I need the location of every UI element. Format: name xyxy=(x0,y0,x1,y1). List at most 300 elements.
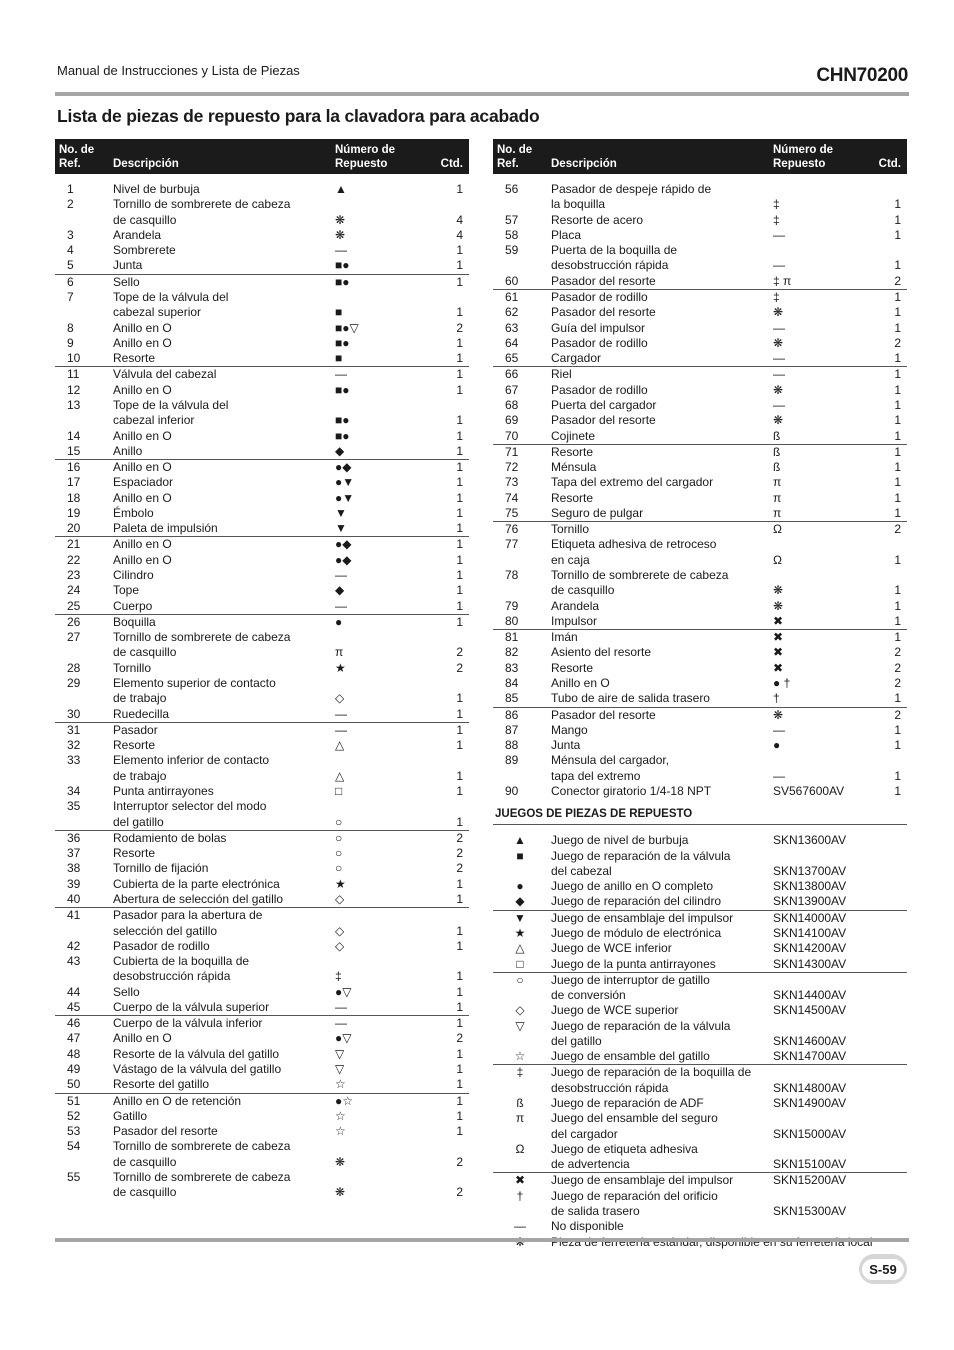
table-row xyxy=(55,1139,469,1154)
part-description: Cilindro xyxy=(113,568,154,583)
bottom-rule xyxy=(55,1238,909,1242)
kit-description: Juego de ensamblaje del impulsor xyxy=(547,910,769,926)
kit-row xyxy=(493,894,907,910)
table-row xyxy=(55,954,469,969)
part-qty: 1 xyxy=(894,258,901,273)
part-description: Anillo xyxy=(113,443,143,458)
kit-description: Juego de WCE superior xyxy=(551,1003,679,1018)
part-number: ●☆ xyxy=(331,1093,419,1109)
kit-description: Juego de reparación del orificio xyxy=(551,1188,718,1203)
parts-table-right-column xyxy=(493,139,907,1250)
part-description: Émbolo xyxy=(113,505,154,520)
part-qty xyxy=(419,908,469,924)
ref-number: 77 xyxy=(505,537,519,552)
part-qty: 1 xyxy=(456,1046,463,1061)
ref-number: 30 xyxy=(67,706,81,721)
part-qty: 1 xyxy=(857,444,907,460)
part-description: Sello xyxy=(109,274,331,290)
part-number xyxy=(769,753,857,768)
ref-number: 73 xyxy=(505,475,519,490)
part-description: Arandela xyxy=(551,598,600,613)
kit-symbol xyxy=(493,1081,547,1096)
ref-number: 66 xyxy=(493,367,547,383)
table-row xyxy=(493,213,907,228)
part-description: Anillo en O xyxy=(113,428,172,443)
part-number: ❋ xyxy=(773,413,784,428)
table-row xyxy=(55,1124,469,1139)
kit-row xyxy=(493,1189,907,1204)
table-row xyxy=(55,444,469,460)
ref-number: 55 xyxy=(67,1170,81,1184)
kit-part-number xyxy=(769,849,907,864)
ref-number xyxy=(55,815,109,831)
table-row xyxy=(55,460,469,476)
part-qty: 1 xyxy=(894,305,901,320)
part-qty: 1 xyxy=(894,397,901,412)
kit-row xyxy=(493,910,907,926)
table-row xyxy=(493,553,907,568)
kit-part-number: SKN14300AV xyxy=(773,956,847,971)
table-row xyxy=(55,274,469,290)
part-description: de trabajo xyxy=(113,768,167,783)
part-number: ‡ xyxy=(335,969,342,984)
part-number: ○ xyxy=(331,830,419,846)
part-number: ■●▽ xyxy=(335,320,359,335)
part-description: Pasador para la abertura de xyxy=(109,908,331,924)
table-row xyxy=(493,413,907,428)
header-qty: Ctd. xyxy=(419,139,469,174)
kit-part-number: SKN14200AV xyxy=(773,941,847,956)
part-description: Boquilla xyxy=(109,614,331,630)
part-description: Resorte xyxy=(547,444,769,460)
table-row xyxy=(55,1155,469,1170)
part-description: Resorte del gatillo xyxy=(113,1077,210,1092)
table-row xyxy=(55,738,469,753)
part-description: tapa del extremo xyxy=(551,768,641,783)
kit-symbol xyxy=(493,1127,547,1142)
page-number-badge xyxy=(859,1254,907,1284)
ref-number: 83 xyxy=(505,660,519,675)
part-number: ‡ xyxy=(773,212,780,227)
kit-part-number: SKN15100AV xyxy=(773,1157,847,1172)
part-number: π xyxy=(773,490,782,505)
kit-symbol: ‡ xyxy=(493,1065,547,1081)
table-row xyxy=(493,491,907,506)
part-description: Tornillo de sombrerete de cabeza xyxy=(551,568,729,583)
part-number: ★ xyxy=(335,660,346,675)
ref-number: 81 xyxy=(493,630,547,646)
part-number: ☆ xyxy=(335,1077,346,1092)
part-number: Ω xyxy=(769,522,857,538)
part-qty: 2 xyxy=(419,830,469,846)
part-qty: 1 xyxy=(894,613,901,628)
ref-number: 38 xyxy=(67,861,81,876)
table-row xyxy=(493,506,907,522)
part-qty: 1 xyxy=(894,583,901,598)
page-title: Lista de piezas de repuesto para la clavadora para acabado xyxy=(57,106,540,126)
table-row xyxy=(55,924,469,939)
ref-number: 80 xyxy=(505,613,519,628)
part-qty: 1 xyxy=(894,382,901,397)
table-row xyxy=(55,1170,469,1185)
part-qty: 1 xyxy=(456,969,463,984)
part-description: Pasador de despeje rápido de xyxy=(551,182,712,196)
ref-number: 79 xyxy=(505,598,519,613)
kit-symbol: △ xyxy=(515,941,525,956)
header-part-number: Número de Repuesto xyxy=(331,139,419,174)
part-number xyxy=(331,1170,419,1185)
part-number xyxy=(331,676,419,691)
part-number: ●◆ xyxy=(331,537,419,553)
part-number: ■● xyxy=(335,335,350,350)
ref-number: 71 xyxy=(493,444,547,460)
part-qty: 2 xyxy=(456,1154,463,1169)
part-description: cabezal inferior xyxy=(113,413,195,428)
kit-description: Juego de ensamble del gatillo xyxy=(551,1049,710,1064)
table-row xyxy=(55,475,469,490)
ref-number: 5 xyxy=(67,258,74,273)
ref-number xyxy=(55,413,109,428)
part-number: △ xyxy=(335,738,345,753)
table-row xyxy=(55,1077,469,1093)
ref-number: 51 xyxy=(55,1093,109,1109)
table-row xyxy=(55,351,469,367)
parts-table-right xyxy=(493,139,907,799)
part-description: Tope xyxy=(113,583,140,598)
part-number: ○ xyxy=(335,861,343,876)
table-row xyxy=(493,197,907,212)
part-qty: 1 xyxy=(456,443,463,458)
part-description: Nivel de burbuja xyxy=(113,182,200,196)
part-description: Cojinete xyxy=(551,428,596,443)
part-number xyxy=(769,568,857,583)
part-qty: 1 xyxy=(894,320,901,335)
part-qty: 2 xyxy=(456,1185,463,1200)
part-number xyxy=(331,799,419,814)
part-description: selección del gatillo xyxy=(113,923,218,938)
ref-number: 74 xyxy=(505,490,519,505)
part-qty: 2 xyxy=(857,707,907,723)
part-qty: 1 xyxy=(894,413,901,428)
part-qty: 1 xyxy=(456,1108,463,1123)
part-number xyxy=(331,1139,419,1154)
part-description: Resorte de la válvula del gatillo xyxy=(113,1046,280,1061)
kit-row xyxy=(493,972,907,988)
part-number: ◆ xyxy=(335,583,345,598)
ref-number: 21 xyxy=(55,537,109,553)
table-row xyxy=(55,939,469,954)
ref-number: 65 xyxy=(505,351,519,366)
kit-description: de conversión xyxy=(551,988,626,1003)
part-description: Tornillo de sombrerete de cabeza xyxy=(113,630,291,645)
part-description: Anillo en O xyxy=(109,537,331,553)
ref-number: 89 xyxy=(505,753,519,768)
part-qty xyxy=(419,1139,469,1154)
part-description: Tornillo de fijación xyxy=(113,861,209,876)
table-row xyxy=(55,1109,469,1124)
ref-number xyxy=(55,969,109,984)
part-qty: 1 xyxy=(456,351,463,366)
part-qty: 1 xyxy=(456,598,463,613)
part-qty: 1 xyxy=(456,691,463,706)
part-number: — xyxy=(773,397,785,412)
table-row xyxy=(493,522,907,538)
part-description: Tornillo de sombrerete de cabeza xyxy=(113,1170,291,1184)
part-qty: 1 xyxy=(456,475,463,490)
part-number: — xyxy=(773,768,785,783)
kit-symbol: † xyxy=(516,1188,524,1203)
part-number: ▲ xyxy=(335,182,347,196)
table-row xyxy=(55,630,469,645)
kit-symbol xyxy=(493,1157,547,1173)
table-row xyxy=(55,1093,469,1109)
kit-description xyxy=(547,1235,907,1250)
part-description: Tope de la válvula del xyxy=(113,289,229,304)
header-ref: No. de Ref. xyxy=(493,139,547,174)
ref-number: 26 xyxy=(55,614,109,630)
part-number: ✖ xyxy=(773,613,784,628)
ref-number: 6 xyxy=(55,274,109,290)
part-number: ‡ xyxy=(769,289,857,305)
part-qty: 1 xyxy=(456,706,463,721)
kit-part-number: SKN14100AV xyxy=(773,925,847,940)
part-number: ❋ xyxy=(773,583,784,598)
kit-description: Juego de reparación del cilindro xyxy=(551,894,722,909)
part-description: Cubierta de la boquilla de xyxy=(113,954,250,969)
part-number: — xyxy=(331,367,419,383)
part-description: Resorte xyxy=(551,660,594,675)
part-number: ❋ xyxy=(335,212,346,227)
part-qty: 1 xyxy=(894,227,901,242)
ref-number: 28 xyxy=(67,660,81,675)
header-description: Descripción xyxy=(109,139,331,174)
part-number: π xyxy=(773,505,782,520)
kit-row xyxy=(493,1157,907,1173)
part-number: SV567600AV xyxy=(773,783,845,798)
table-row xyxy=(55,799,469,814)
ref-number: 50 xyxy=(67,1077,81,1092)
part-qty: 1 xyxy=(894,768,901,783)
part-description: Interruptor selector del modo xyxy=(113,799,267,814)
part-description: en caja xyxy=(551,552,590,567)
part-qty: 1 xyxy=(456,783,463,798)
part-qty: 1 xyxy=(894,598,901,613)
kit-part-number: SKN13800AV xyxy=(773,879,847,894)
kit-symbol xyxy=(493,864,547,879)
part-number xyxy=(331,954,419,969)
part-description: Pasador xyxy=(109,722,331,738)
part-description: Anillo en O xyxy=(113,490,172,505)
table-row xyxy=(55,707,469,723)
part-description: de trabajo xyxy=(113,691,167,706)
table-row xyxy=(55,321,469,336)
part-qty: 1 xyxy=(456,568,463,583)
ref-number xyxy=(493,258,547,273)
ref-number: 39 xyxy=(67,876,81,891)
part-number: — xyxy=(773,722,785,737)
kit-row xyxy=(493,1127,907,1142)
part-number: ❋ xyxy=(335,227,346,242)
part-qty: 4 xyxy=(456,212,463,227)
ref-number: 62 xyxy=(505,305,519,320)
part-qty xyxy=(857,568,907,583)
ref-number: 70 xyxy=(505,428,519,443)
part-description: Ménsula xyxy=(551,460,597,475)
table-row xyxy=(55,1031,469,1046)
ref-number: 33 xyxy=(67,753,81,768)
table-row xyxy=(55,243,469,258)
kit-description: del cargador xyxy=(551,1126,618,1141)
ref-number: 27 xyxy=(67,630,81,645)
kit-symbol: ◆ xyxy=(515,894,525,909)
ref-number: 88 xyxy=(505,738,519,753)
kit-symbol xyxy=(493,1204,547,1219)
table-row xyxy=(55,367,469,383)
ref-number xyxy=(55,645,109,660)
part-number: — xyxy=(773,258,785,273)
table-row xyxy=(55,398,469,413)
part-description: de casquillo xyxy=(551,583,615,598)
table-row xyxy=(493,398,907,413)
kit-description: Juego de módulo de electrónica xyxy=(551,925,722,940)
part-qty: 2 xyxy=(894,676,901,690)
part-number xyxy=(769,174,857,197)
part-qty: 4 xyxy=(456,227,463,242)
kit-description: Juego de etiqueta adhesiva xyxy=(551,1141,698,1156)
part-number: ✖ xyxy=(769,630,857,646)
part-qty: 2 xyxy=(456,645,463,660)
part-number: ▼ xyxy=(335,521,347,536)
part-number: ✖ xyxy=(773,660,784,675)
table-row xyxy=(493,568,907,583)
table-row xyxy=(55,491,469,506)
kits-section-title: JUEGOS DE PIEZAS DE REPUESTO xyxy=(493,799,907,825)
kit-symbol: ß xyxy=(516,1096,524,1111)
kit-description: desobstrucción rápida xyxy=(551,1080,669,1095)
kit-description: Juego de reparación de la válvula xyxy=(551,1018,731,1033)
table-row xyxy=(493,228,907,243)
table-row xyxy=(55,336,469,351)
kit-symbol: ◇ xyxy=(515,1003,525,1018)
part-number: ‡ xyxy=(773,197,780,212)
ref-number: 60 xyxy=(505,273,519,288)
kit-row xyxy=(493,988,907,1003)
part-description: Tornillo de sombrerete de cabeza xyxy=(113,197,291,212)
part-qty: 1 xyxy=(456,814,463,829)
part-description: Anillo en O de retención xyxy=(109,1093,331,1109)
ref-number xyxy=(55,1185,109,1200)
ref-number: 13 xyxy=(67,397,81,412)
part-qty xyxy=(419,799,469,814)
part-description: Tubo de aire de salida trasero xyxy=(551,691,710,706)
part-qty: 1 xyxy=(894,212,901,227)
ref-number: 40 xyxy=(67,891,81,906)
kit-row xyxy=(493,1081,907,1096)
table-row xyxy=(55,877,469,892)
ref-number: 17 xyxy=(67,475,81,490)
part-qty: 1 xyxy=(894,552,901,567)
part-qty: 1 xyxy=(456,335,463,350)
part-description: Válvula del cabezal xyxy=(109,367,331,383)
table-row xyxy=(493,289,907,305)
table-row xyxy=(55,815,469,831)
table-row xyxy=(55,413,469,428)
kit-part-number: SKN15000AV xyxy=(773,1126,847,1141)
kit-description: Juego de reparación de ADF xyxy=(551,1096,704,1111)
table-row xyxy=(55,846,469,861)
part-number: ● xyxy=(331,614,419,630)
part-number: — xyxy=(335,706,347,721)
table-row xyxy=(55,305,469,320)
part-qty: 1 xyxy=(456,258,463,273)
ref-number: 54 xyxy=(67,1139,81,1154)
table-row xyxy=(493,599,907,614)
part-qty: 1 xyxy=(419,722,469,738)
part-number: ☆ xyxy=(335,1108,346,1123)
part-description: Junta xyxy=(551,738,581,753)
part-number: ☆ xyxy=(335,1124,346,1139)
table-row xyxy=(55,258,469,274)
part-number: ◇ xyxy=(335,923,345,938)
parts-list-right xyxy=(493,174,907,799)
kit-row xyxy=(493,849,907,864)
part-qty: 2 xyxy=(456,1031,463,1046)
part-qty: 2 xyxy=(456,320,463,335)
header-description: Descripción xyxy=(547,139,769,174)
ref-number xyxy=(55,769,109,784)
part-qty xyxy=(857,174,907,197)
ref-number: 67 xyxy=(505,382,519,397)
ref-number: 1 xyxy=(67,182,74,196)
kit-symbol: ▼ xyxy=(493,910,547,926)
table-row xyxy=(493,429,907,445)
ref-number xyxy=(55,305,109,320)
part-number: ß xyxy=(773,460,781,475)
ref-number: 41 xyxy=(55,908,109,924)
table-row xyxy=(55,784,469,799)
ref-number: 56 xyxy=(505,182,519,196)
part-description: Anillo en O xyxy=(113,320,172,335)
ref-number: 36 xyxy=(55,830,109,846)
ref-number: 16 xyxy=(55,460,109,476)
ref-number: 46 xyxy=(55,1016,109,1032)
part-number: ■● xyxy=(335,258,350,273)
table-row xyxy=(493,676,907,691)
part-number xyxy=(331,197,419,212)
table-row xyxy=(493,174,907,197)
ref-number: 20 xyxy=(67,521,81,536)
ref-number: 47 xyxy=(67,1031,81,1046)
ref-number: 7 xyxy=(67,289,74,304)
table-row xyxy=(493,753,907,768)
table-row xyxy=(55,1062,469,1077)
part-qty: 1 xyxy=(419,367,469,383)
part-qty xyxy=(419,954,469,969)
part-description: Placa xyxy=(551,227,582,242)
table-row xyxy=(493,614,907,630)
table-row xyxy=(55,1000,469,1016)
table-row xyxy=(55,1047,469,1062)
kit-symbol: ▲ xyxy=(514,833,526,848)
kit-part-number: SKN14800AV xyxy=(773,1080,847,1095)
part-number: ß xyxy=(773,428,781,443)
part-description: Puerta de la boquilla de xyxy=(551,243,678,258)
part-qty: 1 xyxy=(456,1124,463,1139)
part-qty: 1 xyxy=(456,521,463,536)
ref-number: 11 xyxy=(55,367,109,383)
ref-number xyxy=(493,583,547,598)
ref-number xyxy=(493,553,547,568)
